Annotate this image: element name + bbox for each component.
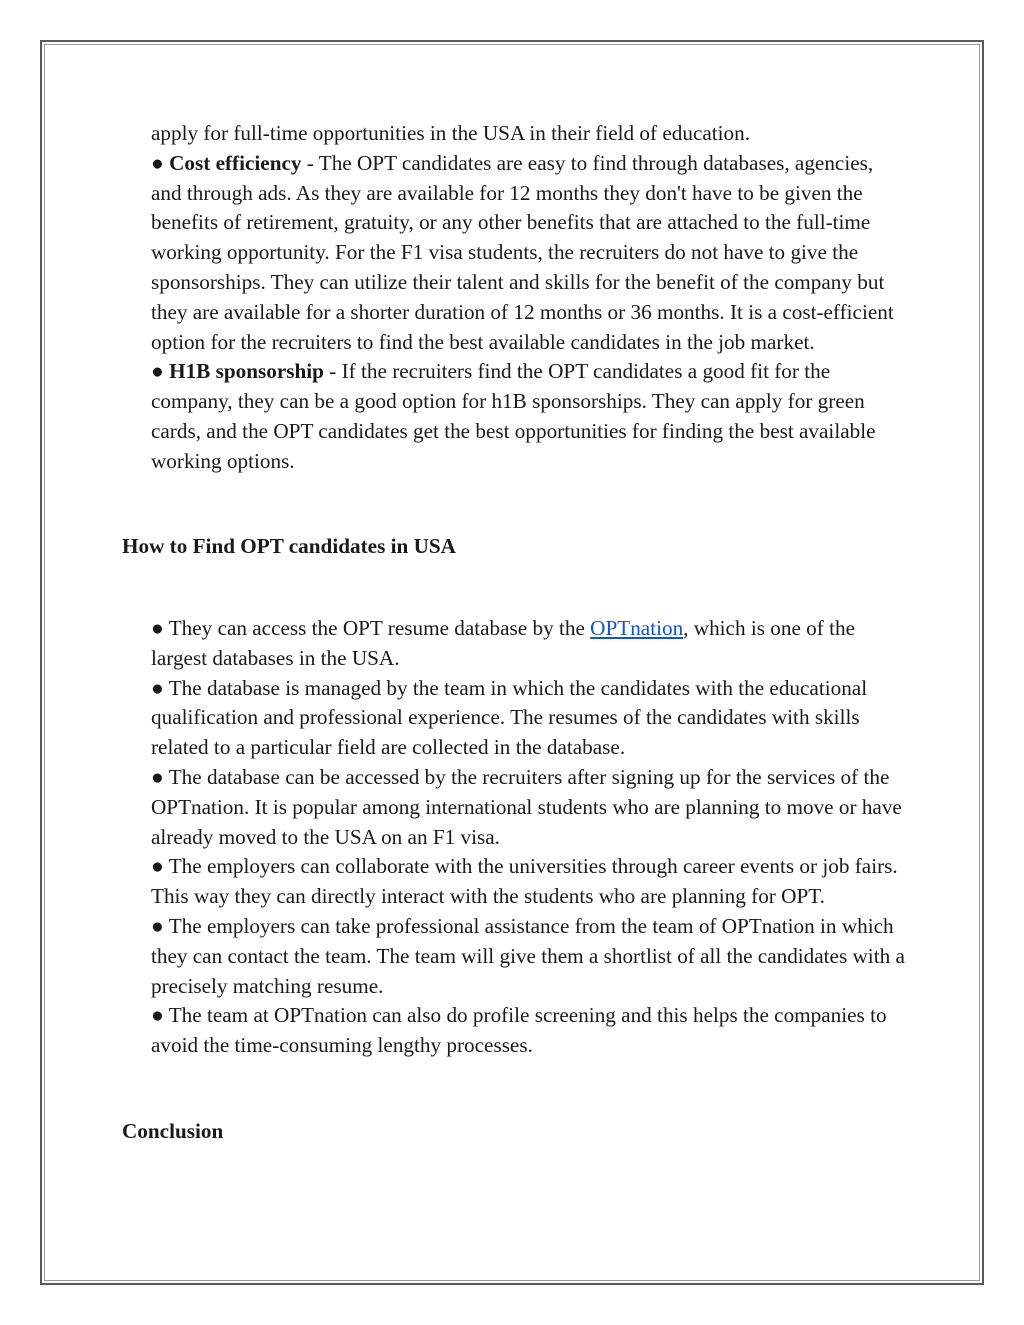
item-text: The employers can collaborate with the universities through career events or job fairs. This way they can directly interact with the students who are planning for OPT. xyxy=(151,854,898,909)
item-text: The employers can take professional assistance from the team of OPTnation in which they can contact the team. The team will give them a shortlist of all the candidates with a precisely matching resume. xyxy=(151,913,905,998)
term-cost-efficiency: Cost efficiency xyxy=(169,150,302,175)
intro-line: apply for full-time opportunities in the USA in their field of education. xyxy=(151,121,751,145)
section-heading-conclusion: Conclusion xyxy=(122,1119,224,1143)
bullet: ● xyxy=(151,616,164,640)
optnation-link[interactable]: OPTnation xyxy=(590,616,684,640)
item-text: , which is one of the largest databases in the USA. xyxy=(151,616,855,670)
term-h1b-sponsorship: H1B sponsorship xyxy=(169,359,324,384)
item-text: The team at OPTnation can also do profile screening and this helps the companies to avoid the time-consuming lengthy processes. xyxy=(151,1003,887,1058)
list-item xyxy=(151,1001,906,1061)
list-item-cost-efficiency xyxy=(151,149,906,358)
bullet: ● xyxy=(151,913,164,938)
bullet: ● xyxy=(151,359,164,384)
list-item xyxy=(151,763,906,852)
bullet: ● xyxy=(151,854,164,879)
item-text: The database is managed by the team in which the candidates with the educational qualification and professional experience. The resumes of the candidates with skills related to a particular field are collected in the database. xyxy=(151,675,868,760)
section-heading-find-opt: How to Find OPT candidates in USA xyxy=(122,534,456,558)
benefits-section xyxy=(151,119,906,477)
list-item-h1b-sponsorship xyxy=(151,357,906,476)
bullet: ● xyxy=(151,150,164,175)
item-text: The database can be accessed by the recruiters after signing up for the services of the OPTnation. It is popular among international students who are planning to move or have already moved to the USA on an F1 visa. xyxy=(151,764,902,849)
h1b-sponsorship-text: - If the recruiters find the OPT candidates a good fit for the company, they can be a good option for h1B sponsorships. They can apply for green cards, and the OPT candidates get the best opportunities for finding the best available working options. xyxy=(151,359,876,473)
list-item xyxy=(151,614,906,674)
bullet: ● xyxy=(151,764,164,789)
find-candidates-list xyxy=(151,614,906,1061)
list-item xyxy=(151,852,906,912)
bullet: ● xyxy=(151,1003,164,1028)
bullet: ● xyxy=(151,675,164,700)
cost-efficiency-text: - The OPT candidates are easy to find through databases, agencies, and through ads. As they are available for 12 months they don't have to be given the benefits of retirement, gratuity, or any other benefits that are attached to the full-time working opportunity. For the F1 visa students, the recruiters do not have to give the sponsorships. They can utilize their talent and skills for the benefit of the company but they are available for a shorter duration of 12 months or 36 months. It is a cost-efficient option for the recruiters to find the best available candidates in the job market. xyxy=(151,150,894,354)
item-text: They can access the OPT resume database by the xyxy=(168,616,591,640)
list-item xyxy=(151,674,906,763)
list-item xyxy=(151,912,906,1001)
